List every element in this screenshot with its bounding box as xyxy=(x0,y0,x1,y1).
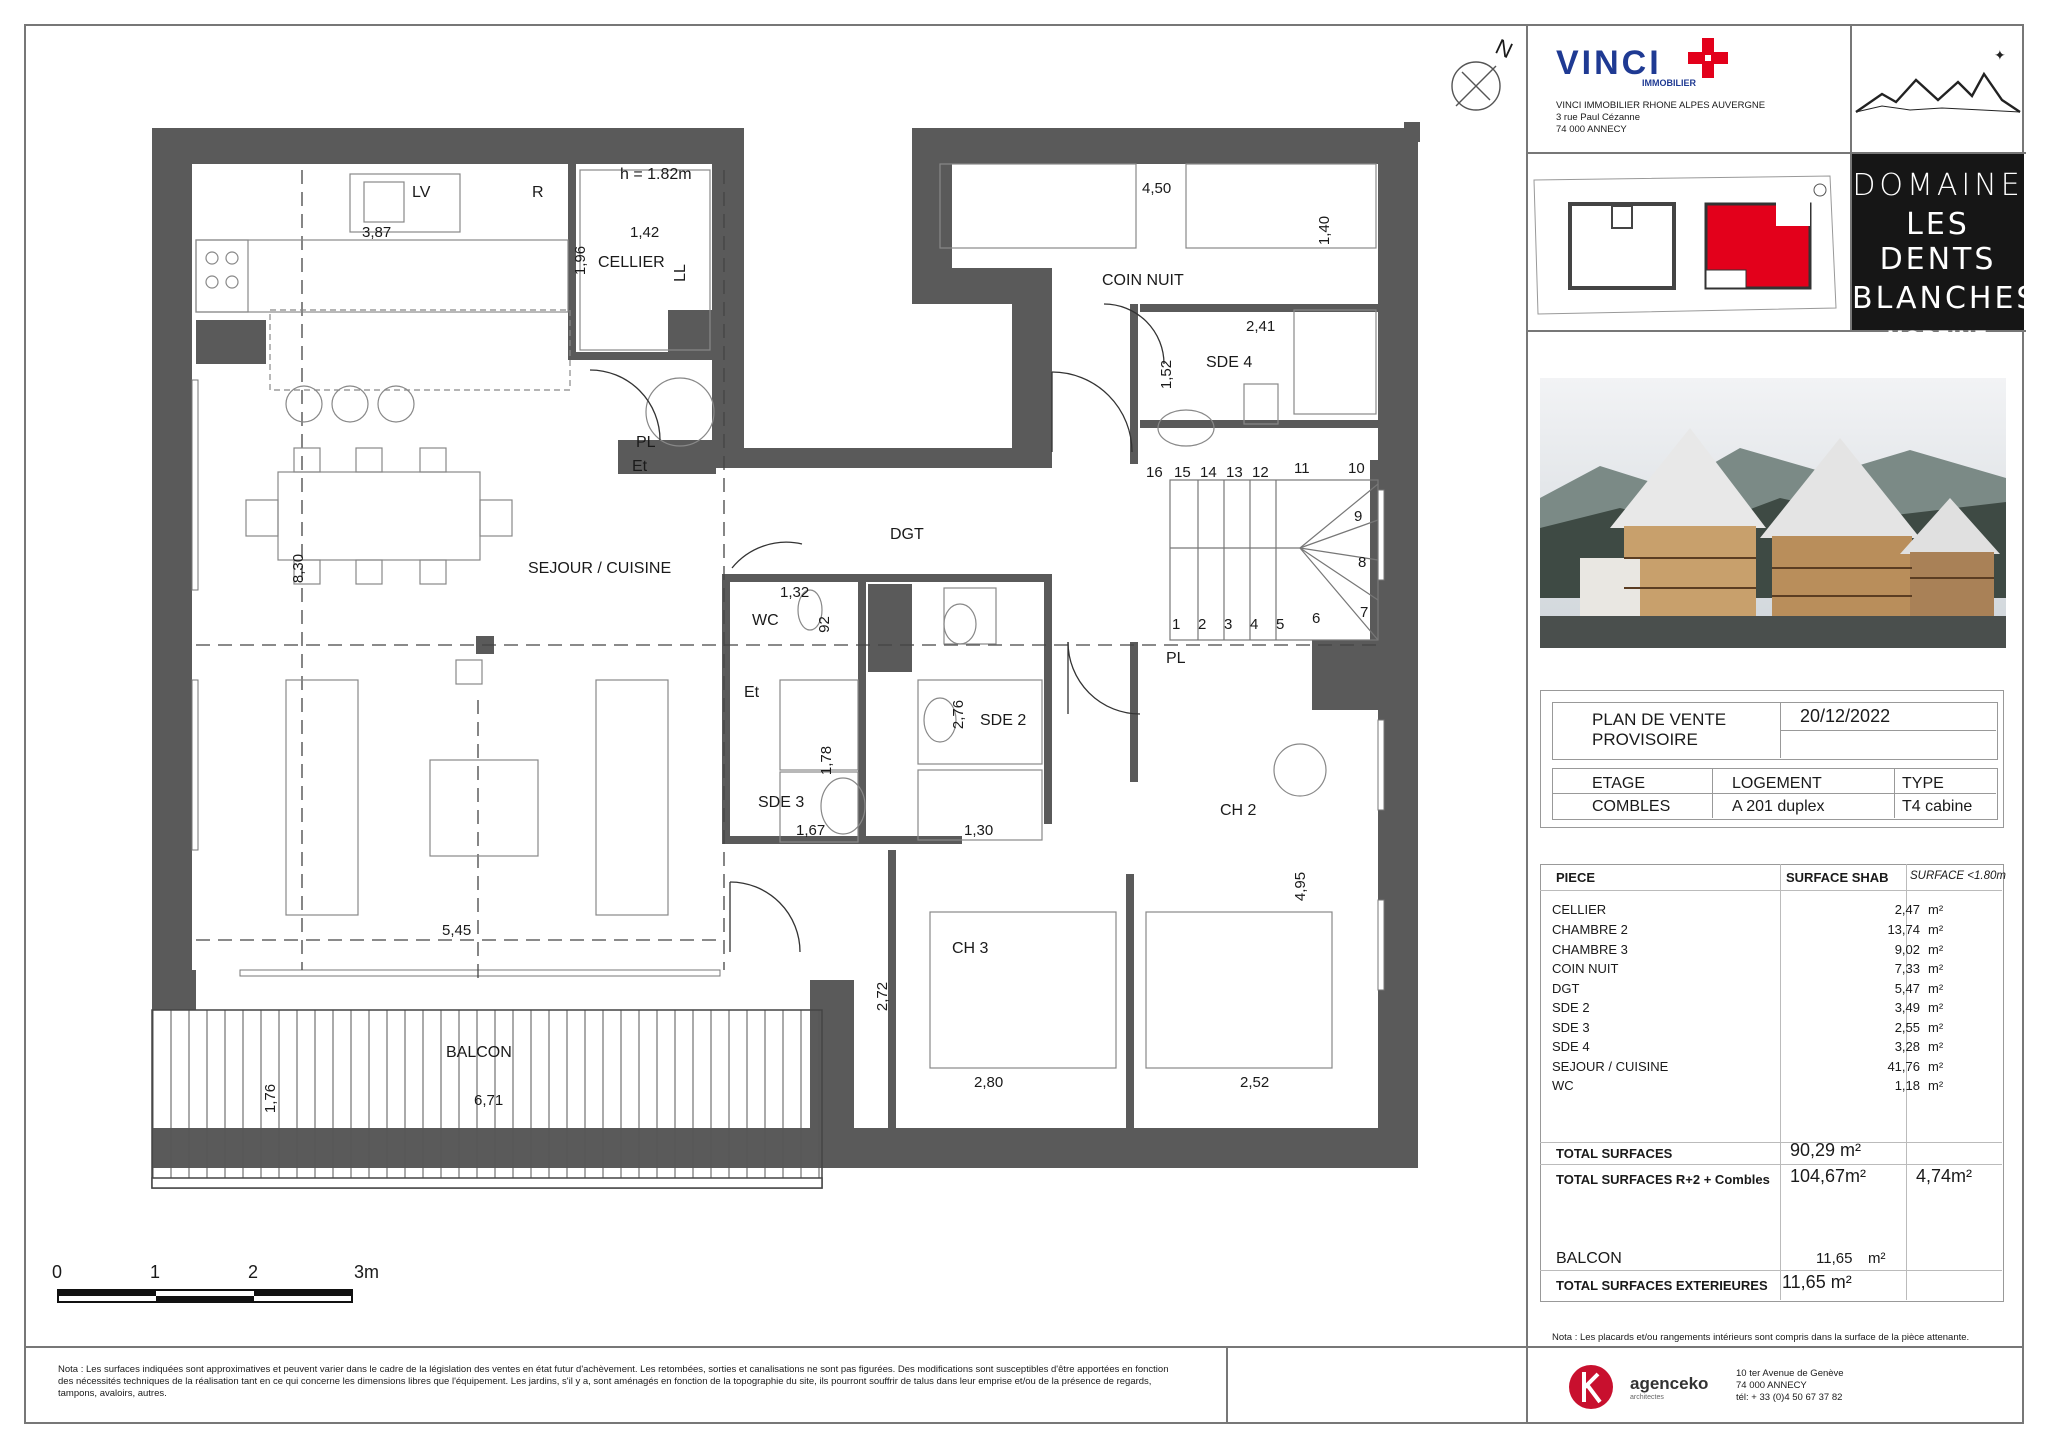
placards-note: Nota : Les placards et/ou rangements intérieurs sont compris dans la surface de la pièce attenante. xyxy=(1552,1332,1970,1343)
room-surface: 41,76 xyxy=(1887,1059,1920,1074)
dim-label: 5,45 xyxy=(442,922,472,939)
dim-label: 1,76 xyxy=(262,1083,280,1114)
scale-label-0: 0 xyxy=(52,1262,63,1282)
room-wc-label: WC xyxy=(752,612,779,629)
room-name: SDE 3 xyxy=(1552,1020,1590,1035)
dim-label: 4,50 xyxy=(1142,180,1172,197)
vinci-sub: IMMOBILIER xyxy=(1642,78,1696,88)
address-line: VINCI IMMOBILIER RHONE ALPES AUVERGNE xyxy=(1556,100,1766,111)
dim-label: 1,32 xyxy=(780,584,810,601)
lv-label: LV xyxy=(412,184,431,201)
table-row xyxy=(1552,922,1988,937)
logement-value: A 201 duplex xyxy=(1732,798,1825,815)
room-name: CHAMBRE 2 xyxy=(1552,922,1628,937)
north-arrow xyxy=(1452,62,1500,110)
rooms-table-row-line xyxy=(1540,890,2002,891)
dim-label: 1,40 xyxy=(1316,215,1334,246)
ext-surfaces-label: TOTAL SURFACES EXTERIEURES xyxy=(1556,1278,1768,1293)
table-row xyxy=(1552,981,1988,996)
scale-label-3: 3m xyxy=(354,1262,380,1282)
rooms-table-row-line xyxy=(1540,1270,2002,1271)
type-value: T4 cabine xyxy=(1902,798,1973,815)
stair-step-number: 1 xyxy=(1172,616,1181,633)
dim-label: 8,30 xyxy=(290,553,308,584)
room-cellier-label: CELLIER xyxy=(598,254,665,271)
dim-label: 2,52 xyxy=(1240,1074,1270,1091)
room-sde4-label: SDE 4 xyxy=(1206,354,1253,371)
dim-label: 1,67 xyxy=(796,822,826,839)
legal-note: Nota : Les surfaces indiquées sont approximatives et peuvent varier dans le cadre de la législation des ventes en état futur d'achèvement. Les retombées, sorties et canalisations ne sont pas figurées. Des modifications sont susceptibles d'être apportées en fonction des nécessités techniques de la réalisation tant en ce qui concerne les dimensions libres que l'équipement. Les jardins, s'il y a, sont aménagés en fonction de la topographie du site, ils pourront souffrir de talus dans leur emprise et/ou de la présence de regards, tampons, avaloirs, autres. xyxy=(58,1364,1169,1399)
room-surface: 9,02 xyxy=(1894,942,1920,957)
project-title-line: LES DENTS xyxy=(1879,207,1997,277)
scale-label-1: 1 xyxy=(150,1262,161,1282)
room-surface: 13,74 xyxy=(1887,922,1920,937)
room-name: SDE 4 xyxy=(1552,1039,1590,1054)
dim-label: 2,41 xyxy=(1246,318,1276,335)
col-surface-header: SURFACE SHAB xyxy=(1786,870,1889,885)
ll-label: LL xyxy=(671,264,689,282)
key-plan xyxy=(1530,160,1848,320)
balcon-unit: m² xyxy=(1868,1250,1886,1267)
room-balcon-label: BALCON xyxy=(446,1044,512,1061)
col-piece-header: PIECE xyxy=(1556,870,1596,885)
room-sde2-label: SDE 2 xyxy=(980,712,1027,729)
room-name: SDE 2 xyxy=(1552,1000,1590,1015)
unit: m² xyxy=(1928,1059,1944,1074)
stair-step-number: 5 xyxy=(1276,616,1285,633)
unit: m² xyxy=(1928,1000,1944,1015)
total-surfaces-label: TOTAL SURFACES xyxy=(1556,1146,1673,1161)
north-label: N xyxy=(1491,33,1517,64)
svg-text:✦: ✦ xyxy=(1994,48,2006,64)
etage-value: COMBLES xyxy=(1592,798,1671,815)
scale-bar xyxy=(58,1290,352,1302)
stair-step-number: 9 xyxy=(1354,508,1363,525)
architect-address-line: 74 000 ANNECY xyxy=(1736,1380,1807,1391)
architect-sub: architectes xyxy=(1630,1394,1664,1401)
table-row xyxy=(1552,1059,1988,1074)
room-dgt-label: DGT xyxy=(890,526,924,543)
total-low-surface-value: 4,74m² xyxy=(1916,1166,1973,1186)
dim-label: 1,42 xyxy=(630,224,660,241)
stair-step-number: 3 xyxy=(1224,616,1233,633)
dim-label: 1,30 xyxy=(964,822,994,839)
address-line: 74 000 ANNECY xyxy=(1556,124,1627,135)
stair-step-number: 8 xyxy=(1358,554,1367,571)
logement-header: LOGEMENT xyxy=(1732,775,1822,792)
architect-tel: tél: + 33 (0)4 50 67 37 82 xyxy=(1736,1392,1843,1403)
stair-step-number: 6 xyxy=(1312,610,1321,627)
dim-label: 4,95 xyxy=(1292,871,1310,902)
vinci-address xyxy=(1556,100,1765,136)
type-header: TYPE xyxy=(1902,775,1944,792)
building-render xyxy=(1540,378,2006,648)
pl-label-2: PL xyxy=(1166,650,1186,667)
dim-label: 92 xyxy=(815,616,833,633)
dim-label: 1,96 xyxy=(572,245,590,276)
stair-step-number: 12 xyxy=(1252,464,1269,481)
room-name: CHAMBRE 3 xyxy=(1552,942,1628,957)
table-row xyxy=(1552,942,1988,957)
stair-step-number: 14 xyxy=(1200,464,1217,481)
room-surface: 3,49 xyxy=(1894,1000,1920,1015)
architect-address-line: 10 ter Avenue de Genève xyxy=(1736,1368,1844,1379)
total-surfaces-2-value: 104,67m² xyxy=(1790,1166,1867,1186)
unit: m² xyxy=(1928,981,1944,996)
room-surface: 3,28 xyxy=(1894,1039,1920,1054)
room-surface: 2,47 xyxy=(1894,902,1920,917)
project-city: MORZINE xyxy=(1887,328,1989,349)
col-low-header: SURFACE <1.80m xyxy=(1910,870,2006,882)
stair-step-number: 10 xyxy=(1348,460,1365,477)
unit: m² xyxy=(1928,902,1944,917)
vinci-wordmark: VINCI xyxy=(1556,44,1662,82)
dim-label: 2,72 xyxy=(874,981,892,1012)
ceiling-height-label: h = 1.82m xyxy=(620,166,692,183)
stair-step-number: 4 xyxy=(1250,616,1259,633)
room-surface: 1,18 xyxy=(1894,1078,1920,1093)
et-label: Et xyxy=(632,458,648,475)
total-surfaces-2-label: TOTAL SURFACES R+2 + Combles xyxy=(1556,1172,1770,1187)
stair-step-number: 13 xyxy=(1226,464,1243,481)
room-sejour-label: SEJOUR / CUISINE xyxy=(528,560,672,577)
vinci-cross-icon xyxy=(1688,38,1728,78)
vinci-logo xyxy=(1556,44,1696,88)
pl-label: PL xyxy=(636,434,656,451)
rooms-table-row-line xyxy=(1540,1142,2002,1143)
stair-step-number: 15 xyxy=(1174,464,1191,481)
plan-info-divider xyxy=(1780,730,1996,731)
balcon-value: 11,65 xyxy=(1816,1250,1853,1267)
table-row xyxy=(1552,1039,1988,1054)
scale-label-2: 2 xyxy=(248,1262,259,1282)
room-surface: 7,33 xyxy=(1894,961,1920,976)
room-ch3-label: CH 3 xyxy=(952,940,989,957)
rooms-table-row-line xyxy=(1540,1164,2002,1165)
table-row xyxy=(1552,1020,1988,1035)
unit: m² xyxy=(1928,922,1944,937)
dim-label: 2,76 xyxy=(950,699,968,730)
plan-label: PLAN DE VENTE PROVISOIRE xyxy=(1592,710,1727,749)
room-name: DGT xyxy=(1552,981,1580,996)
balcon-label: BALCON xyxy=(1556,1250,1622,1267)
table-row xyxy=(1552,1078,1988,1093)
room-name: SEJOUR / CUISINE xyxy=(1552,1059,1669,1074)
dim-label: 3,87 xyxy=(362,224,392,241)
table-row xyxy=(1552,902,1988,917)
room-surface: 5,47 xyxy=(1894,981,1920,996)
room-name: WC xyxy=(1552,1078,1574,1093)
ext-surfaces-value: 11,65 m² xyxy=(1782,1272,1852,1292)
unit: m² xyxy=(1928,1039,1944,1054)
plan-date: 20/12/2022 xyxy=(1800,706,1891,726)
room-surface: 2,55 xyxy=(1894,1020,1920,1035)
etage-header: ETAGE xyxy=(1592,775,1646,792)
room-coin-nuit-label: COIN NUIT xyxy=(1102,272,1184,289)
room-name: CELLIER xyxy=(1552,902,1607,917)
unit: m² xyxy=(1928,961,1944,976)
total-surfaces-value: 90,29 m² xyxy=(1790,1140,1862,1160)
stair-step-number: 16 xyxy=(1146,464,1163,481)
unit: m² xyxy=(1928,1020,1944,1035)
project-title-line: DOMAINE xyxy=(1852,168,2024,203)
et-label-2: Et xyxy=(744,684,760,701)
agenceko-logo-icon xyxy=(1568,1362,1614,1412)
stair-step-number: 2 xyxy=(1198,616,1207,633)
room-sde3-label: SDE 3 xyxy=(758,794,805,811)
address-line: 3 rue Paul Cézanne xyxy=(1556,112,1640,123)
project-title-block xyxy=(1852,154,2039,349)
architect-address xyxy=(1736,1368,1844,1404)
stair-step-number: 11 xyxy=(1294,460,1310,477)
dim-label: 2,80 xyxy=(974,1074,1004,1091)
room-ch2-label: CH 2 xyxy=(1220,802,1257,819)
table-row xyxy=(1552,1000,1988,1015)
project-title-line: BLANCHES xyxy=(1852,281,2039,316)
stair-step-number: 7 xyxy=(1360,604,1369,621)
r-label: R xyxy=(532,184,544,201)
unit: m² xyxy=(1928,1078,1944,1093)
table-row xyxy=(1552,961,1988,976)
dim-label: 1,52 xyxy=(1158,359,1176,390)
room-name: COIN NUIT xyxy=(1552,961,1619,976)
unit: m² xyxy=(1928,942,1944,957)
mountain-icon xyxy=(1852,30,2024,150)
dim-label: 6,71 xyxy=(474,1092,504,1109)
dim-label: 1,78 xyxy=(818,745,836,776)
architect-name: agenceko xyxy=(1630,1374,1709,1393)
plan-info-divider xyxy=(1552,793,1996,794)
